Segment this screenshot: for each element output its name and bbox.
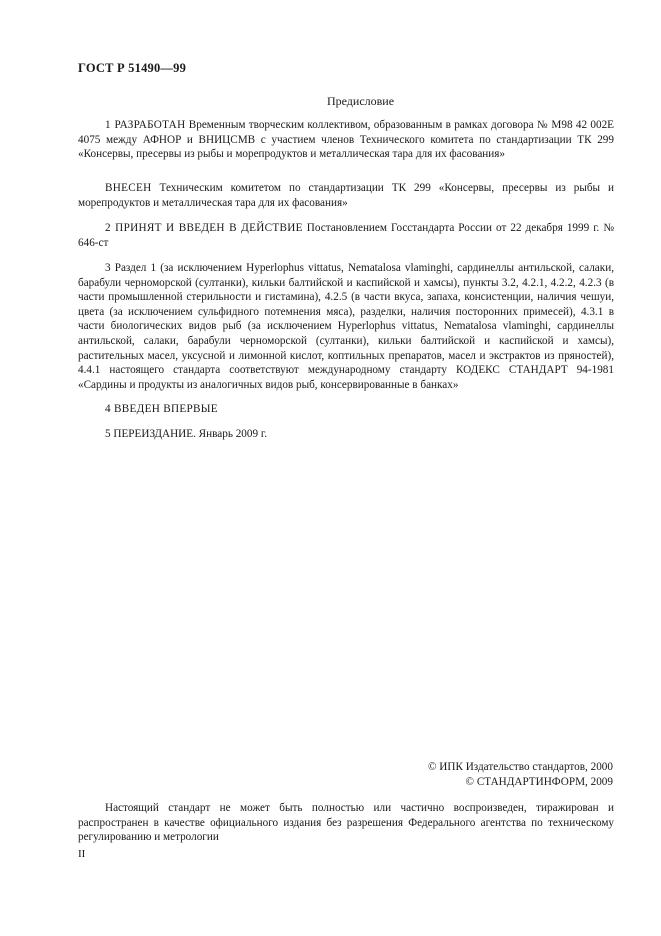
preface-item-3 — [78, 261, 614, 392]
copyright-block — [428, 760, 613, 790]
preface-item-3-text: Раздел 1 (за исключением Hyperlophus vittatus, Nematalosa vlaminghi, сардинеллы антильской, салаки, барабули черноморской (султанки), кильки балтийской и каспийской и хамсы), пункты 3.2, 4.2.1, 4.2.2, 4.2.3 (в части промышленной стерильности и гистамина), 4.2.5 (в части вкуса, запаха, консистенции, наличия чешуи, цвета (за исключением сульфидного потемнения мяса), разделки, наличия посторонних примесей), 4.3.1 в части биологических видов рыб (за исключением Hyperlophus vittatus, Nematalosa vlaminghi, сардинеллы антильской, салаки, барабули черноморской (султанки), кильки балтийской и каспийской и хамсы), растительных масел, уксусной и лимонной кислот, коптильных препаратов, масел и экстрактов из пряностей), 4.4.1 настоящего стандарта соответствуют международному стандарту КОДЕКС СТАНДАРТ 94-1981 «Сардины и продукты из аналогичных видов рыб, консервированные в банках» — [78, 262, 614, 391]
preface-title: Предисловие — [326, 94, 395, 108]
preface-item-1-lead: 1 РАЗРАБОТАН — [105, 119, 186, 131]
preface-item-1 — [78, 118, 614, 162]
preface-item-3-lead: 3 — [105, 262, 111, 274]
preface-item-introduced-lead: ВНЕСЕН — [105, 182, 152, 194]
preface-item-4-lead: 4 ВВЕДЕН ВПЕРВЫЕ — [105, 403, 218, 415]
preface-item-5 — [78, 427, 614, 442]
preface-item-1-text: Временным творческим коллективом, образованным в рамках договора № М98 42 002Е 4075 между АФНОР и ВНИЦСМВ с участием членов Технического комитета по стандартизации ТК 299 «Консервы, пресервы из рыбы и морепродуктов и металлическая тара для их фасования» — [78, 119, 614, 161]
reproduction-notice: Настоящий стандарт не может быть полностью или частично воспроизведен, тиражирован и распространен в качестве официального издания без разрешения Федерального агентства по техническому регулированию и метрологии — [78, 802, 614, 844]
preface-item-introduced — [78, 181, 614, 210]
preface-item-4 — [78, 402, 614, 417]
copyright-line-1: © ИПК Издательство стандартов, 2000 — [427, 761, 613, 773]
preface-item-5-text: Январь 2009 г. — [195, 428, 268, 440]
copyright-line-2: © СТАНДАРТИНФОРМ, 2009 — [465, 776, 613, 788]
preface-item-2-text: Постановлением Госстандарта России от 22 декабря 1999 г. № 646-ст — [78, 222, 614, 249]
preface-item-2 — [78, 221, 614, 250]
page-number: II — [78, 848, 86, 860]
preface-item-introduced-text: Техническим комитетом по стандартизации ТК 299 «Консервы, пресервы из рыбы и морепродуктов и металлическая тара для их фасования» — [78, 182, 614, 209]
preface-item-2-lead: 2 ПРИНЯТ И ВВЕДЕН В ДЕЙСТВИЕ — [105, 222, 303, 234]
document-code: ГОСТ Р 51490—99 — [78, 61, 187, 75]
preface-item-5-lead: 5 ПЕРЕИЗДАНИЕ. — [105, 428, 196, 440]
